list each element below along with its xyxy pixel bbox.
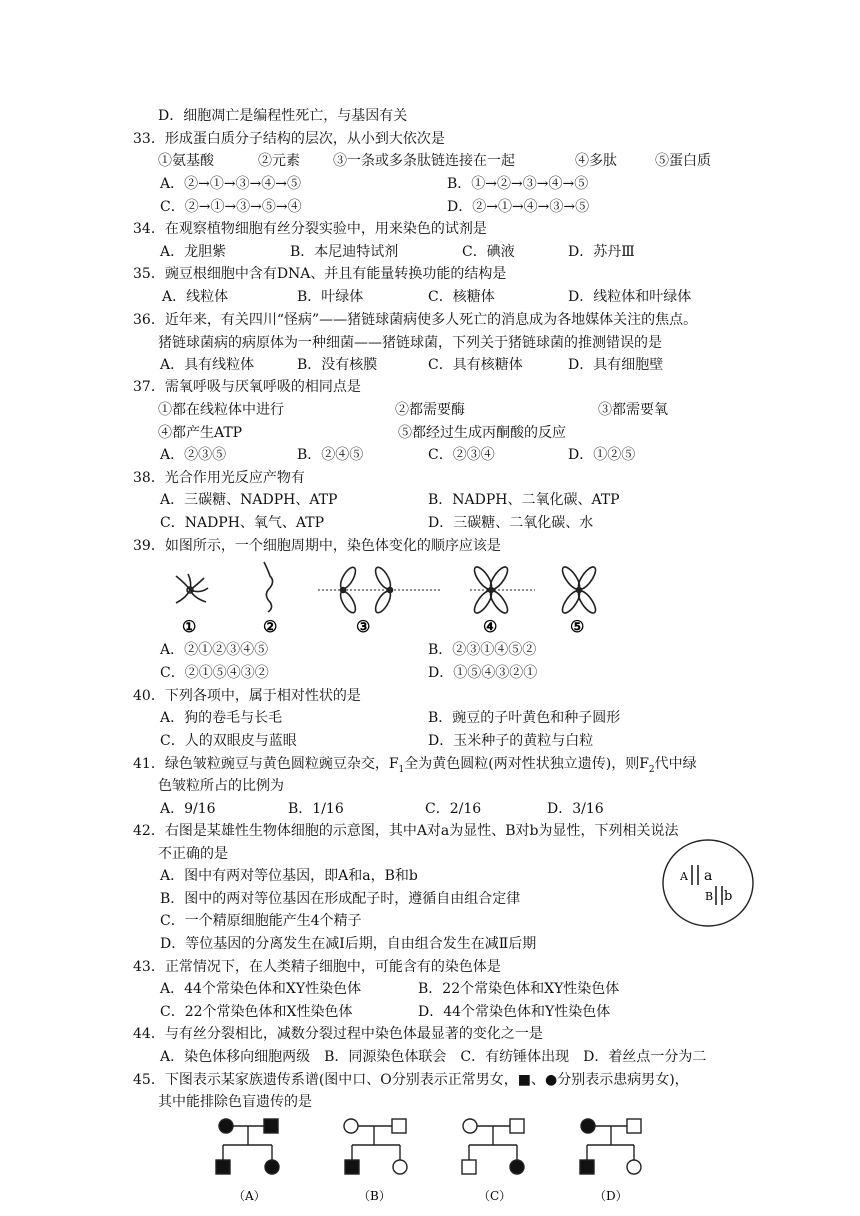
q36-stem-line2: 猪链球菌病的病原体为一种细菌——猪链球菌，下列关于猪链球菌的推测错误的是 <box>158 335 662 351</box>
q35-option-b: B．叶绿体 <box>297 289 364 305</box>
q37-option-c: C．②③④ <box>428 447 495 463</box>
q37-option-b: B．②④⑤ <box>297 447 364 463</box>
q36-stem-line1: 36．近年来，有关四川“怪病”——猪链球菌病使多人死亡的消息成为各地媒体关注的焦点。 <box>133 312 698 328</box>
q40-option-b: B．豌豆的子叶黄色和种子圆形 <box>428 710 621 726</box>
q43-option-d: D．44个常染色体和Y性染色体 <box>418 1004 611 1020</box>
q41-stem-line2: 色皱粒所占的比例为 <box>158 778 284 794</box>
q37-stem: 37．需氧呼吸与厌氧呼吸的相同点是 <box>133 379 361 395</box>
figure-label-5: ⑤ <box>570 617 585 636</box>
q34-stem: 34．在观察植物细胞有丝分裂实验中，用来染色的试剂是 <box>133 221 487 237</box>
q38-option-c: C．NADPH、氧气、ATP <box>160 515 325 531</box>
gene-label-A: A <box>680 870 688 883</box>
q42-option-b: B．图中的两对等位基因在形成配子时，遵循自由组合定律 <box>160 891 521 907</box>
q40-option-a: A．狗的卷毛与长毛 <box>160 710 283 726</box>
figure-label-4: ④ <box>483 617 498 636</box>
q33-item-4: ④多肽 <box>575 153 617 169</box>
q36-option-a: A．具有线粒体 <box>160 357 255 373</box>
q34-option-b: B．本尼迪特试剂 <box>290 244 399 260</box>
q33-option-b: B．①→②→③→④→⑤ <box>447 176 589 192</box>
gene-label-a: a <box>704 868 713 884</box>
pedigree-A <box>216 1119 279 1174</box>
q42-option-c: C．一个精原细胞能产生4个精子 <box>160 913 362 929</box>
q34-option-d: D．苏丹Ⅲ <box>568 244 635 260</box>
q37-option-a: A．②③⑤ <box>160 447 227 463</box>
q33-option-c: C．②→①→③→⑤→④ <box>160 199 302 215</box>
q37-item-2: ②都需要酶 <box>395 402 465 418</box>
q44-options: A．染色体移向细胞两级 B．同源染色体联会 C．有纺锤体出现 D．着丝点一分为二 <box>160 1049 707 1065</box>
q45-stem-line1: 45．下图表示某家族遗传系谱(图中口、O分别表示正常男女，■、●分别表示患病男女)， <box>133 1072 689 1088</box>
q33-option-d: D．②→①→④→③→⑤ <box>447 199 590 215</box>
q45-stem-line2: 其中能排除色盲遗传的是 <box>158 1094 312 1110</box>
q39-option-b: B．②③①④⑤② <box>428 642 537 658</box>
pedigree-label-D: （D） <box>594 1189 628 1203</box>
pedigree-label-C: （C） <box>478 1189 512 1203</box>
q36-option-b: B．没有核膜 <box>297 357 378 373</box>
q43-option-b: B．22个常染色体和XY性染色体 <box>418 981 620 997</box>
q41-option-c: C．2/16 <box>425 801 482 817</box>
q42-option-d: D．等位基因的分离发生在减Ⅰ后期，自由组合发生在减Ⅱ后期 <box>160 936 537 952</box>
q38-stem: 38．光合作用光反应产物有 <box>133 470 305 486</box>
q33-stem: 33．形成蛋白质分子结构的层次，从小到大依次是 <box>133 131 445 147</box>
figure-label-3: ③ <box>356 617 371 636</box>
q43-option-a: A．44个常染色体和XY性染色体 <box>160 981 362 997</box>
q39-option-c: C．②①⑤④③② <box>160 665 269 681</box>
pedigree-D <box>580 1119 641 1174</box>
q41-option-a: A．9/16 <box>160 801 216 817</box>
q41-option-d: D．3/16 <box>547 801 604 817</box>
q41-stem-line1: 41．绿色皱粒豌豆与黄色圆粒豌豆杂交，$F_1$全为黄色圆粒(两对性状独立遗传)，则$F_2$代中绿 <box>133 756 697 775</box>
pedigree-label-B: （B） <box>358 1189 391 1203</box>
figure-label-1: ① <box>182 617 197 636</box>
q41-option-b: B．1/16 <box>288 801 344 817</box>
q44-stem: 44．与有丝分裂相比，减数分裂过程中染色体最显著的变化之一是 <box>133 1026 543 1042</box>
q37-item-1: ①都在线粒体中进行 <box>158 402 284 418</box>
q33-item-5: ⑤蛋白质 <box>655 153 711 169</box>
q43-option-c: C．22个常染色体和X性染色体 <box>160 1004 353 1020</box>
pedigree-B <box>344 1119 407 1174</box>
q39-option-d: D．①⑤④③②① <box>428 665 538 681</box>
q40-stem: 40．下列各项中，属于相对性状的是 <box>133 688 361 704</box>
q35-option-c: C．核糖体 <box>428 289 495 305</box>
pedigree-label-A: （A） <box>233 1189 266 1203</box>
q36-option-c: C．具有核糖体 <box>428 357 523 373</box>
q34-option-c: C．碘液 <box>462 244 515 260</box>
q38-option-a: A．三碳糖、NADPH、ATP <box>160 492 338 508</box>
q42-stem-line1: 42．右图是某雄性生物体细胞的示意图，其中A对a为显性、B对b为显性，下列相关说法 <box>133 823 679 839</box>
pedigree-C <box>462 1119 524 1174</box>
q35-stem: 35．豌豆根细胞中含有DNA、并且有能量转换功能的结构是 <box>133 266 507 282</box>
q40-option-c: C．人的双眼皮与蓝眼 <box>160 733 297 749</box>
q37-item-3: ③都需要氧 <box>598 402 668 418</box>
q33-item-1: ①氨基酸 <box>158 153 214 169</box>
q42-stem-line2: 不正确的是 <box>158 846 228 862</box>
figure-label-2: ② <box>263 617 278 636</box>
q33-item-2: ②元素 <box>258 153 300 169</box>
q35-option-a: A．线粒体 <box>162 289 229 305</box>
gene-label-b: b <box>724 889 733 904</box>
q35-option-d: D．线粒体和叶绿体 <box>568 289 692 305</box>
q34-option-a: A．龙胆紫 <box>160 244 227 260</box>
q43-stem: 43．正常情况下，在人类精子细胞中，可能含有的染色体是 <box>133 959 501 975</box>
gene-label-B: B <box>705 890 714 903</box>
q40-option-d: D．玉米种子的黄粒与白粒 <box>428 733 594 749</box>
q42-option-a: A．图中有两对等位基因，即A和a，B和b <box>160 868 418 884</box>
q36-option-d: D．具有细胞壁 <box>568 357 664 373</box>
q32-option-d: D．细胞凋亡是编程性死亡，与基因有关 <box>158 108 408 124</box>
q37-item-5: ⑤都经过生成丙酮酸的反应 <box>398 425 566 441</box>
q38-option-b: B．NADPH、二氧化碳、ATP <box>428 492 620 508</box>
q33-item-3: ③一条或多条肽链连接在一起 <box>333 153 515 169</box>
q38-option-d: D．三碳糖、二氧化碳、水 <box>428 515 594 531</box>
q33-option-a: A．②→①→③→④→⑤ <box>160 176 302 192</box>
q37-item-4: ④都产生ATP <box>158 425 243 441</box>
q39-option-a: A．②①②③④⑤ <box>160 642 269 658</box>
q37-option-d: D．①②⑤ <box>568 447 636 463</box>
q39-stem: 39．如图所示，一个细胞周期中，染色体变化的顺序应该是 <box>133 538 501 554</box>
